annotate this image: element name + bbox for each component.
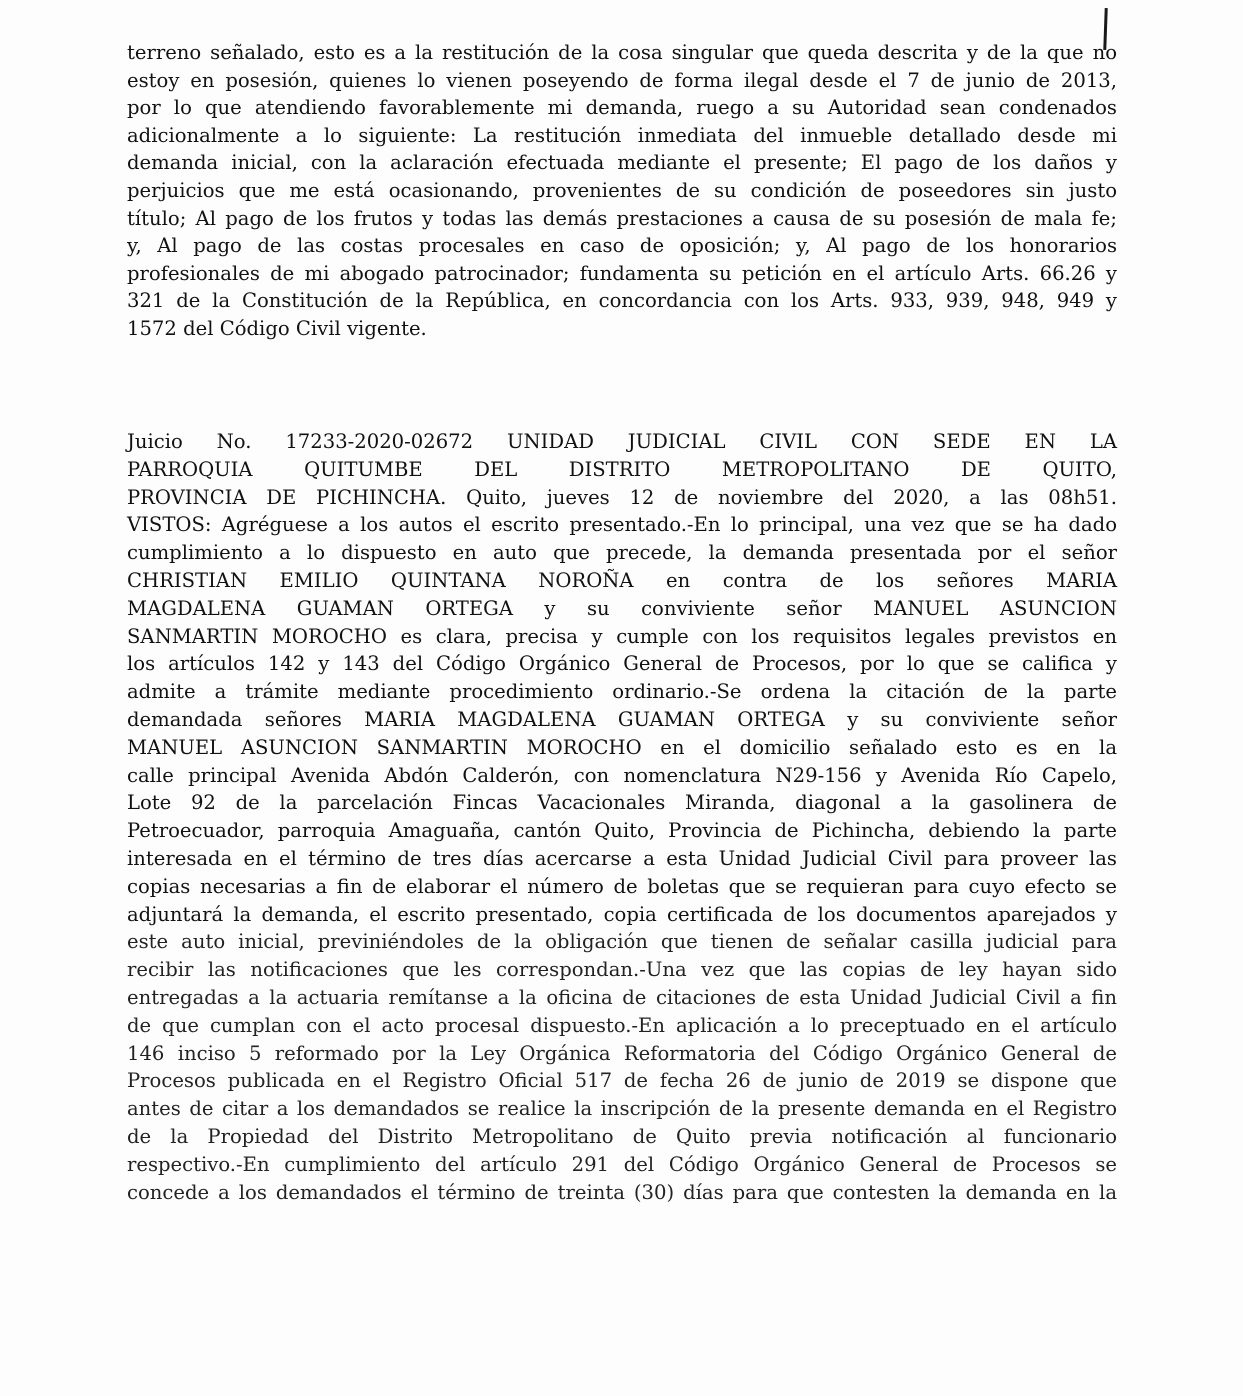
paragraph-restitution-request xyxy=(127,39,1117,343)
text-line: MAGDALENA GUAMAN ORTEGA y su conviviente señor MANUEL ASUNCION xyxy=(127,596,1117,620)
text-line: adicionalmente a lo siguiente: La restitución inmediata del inmueble detallado desde mi xyxy=(127,123,1117,147)
text-line: CHRISTIAN EMILIO QUINTANA NOROÑA en contra de los señores MARIA xyxy=(127,568,1117,592)
text-line: Petroecuador, parroquia Amaguaña, cantón Quito, Provincia de Pichincha, debiendo la parte xyxy=(127,819,1117,843)
text-line: adjuntará la demanda, el escrito presentado, copia certificada de los documentos aparejados y xyxy=(127,902,1117,926)
text-line: 146 inciso 5 reformado por la Ley Orgánica Reformatoria del Código Orgánico General de xyxy=(127,1041,1117,1065)
text-line: PARROQUIA QUITUMBE DEL DISTRITO METROPOLITANO DE QUITO, xyxy=(127,457,1117,481)
text-line: estoy en posesión, quienes lo vienen poseyendo de forma ilegal desde el 7 de junio de 2013, xyxy=(127,68,1117,92)
text-line: recibir las notificaciones que les correspondan.-Una vez que las copias de ley hayan sido xyxy=(127,958,1117,982)
text-line: SANMARTIN MOROCHO es clara, precisa y cumple con los requisitos legales previstos en xyxy=(127,624,1117,648)
text-line: de la Propiedad del Distrito Metropolitano de Quito previa notificación al funcionario xyxy=(127,1124,1117,1148)
text-line: copias necesarias a fin de elaborar el número de boletas que se requieran para cuyo efecto se xyxy=(127,874,1117,898)
text-line: los artículos 142 y 143 del Código Orgánico General de Procesos, por lo que se califica y xyxy=(127,652,1117,676)
text-line: calle principal Avenida Abdón Calderón, con nomenclatura N29-156 y Avenida Río Capelo, xyxy=(127,763,1117,787)
text-line: profesionales de mi abogado patrocinador; fundamenta su petición en el artículo Arts. 66.26 y xyxy=(127,261,1117,285)
text-line: entregadas a la actuaria remítanse a la oficina de citaciones de esta Unidad Judicial Civil a fin xyxy=(127,985,1117,1009)
text-line: demanda inicial, con la aclaración efectuada mediante el presente; El pago de los daños y xyxy=(127,151,1117,175)
text-line: admite a trámite mediante procedimiento ordinario.-Se ordena la citación de la parte xyxy=(127,680,1117,704)
paragraph-court-ruling xyxy=(127,428,1117,1206)
text-line: de que cumplan con el acto procesal dispuesto.-En aplicación a lo preceptuado en el artículo xyxy=(127,1013,1117,1037)
text-line: antes de citar a los demandados se realice la inscripción de la presente demanda en el Registro xyxy=(127,1097,1117,1121)
text-line: interesada en el término de tres días acercarse a esta Unidad Judicial Civil para proveer las xyxy=(127,846,1117,870)
text-line: 321 de la Constitución de la República, en concordancia con los Arts. 933, 939, 948, 949 y xyxy=(127,289,1117,313)
text-line: Juicio No. 17233-2020-02672 UNIDAD JUDICIAL CIVIL CON SEDE EN LA xyxy=(127,430,1117,453)
text-line: terreno señalado, esto es a la restitución de la cosa singular que queda descrita y de la que no xyxy=(127,41,1117,64)
text-line: Procesos publicada en el Registro Oficial 517 de fecha 26 de junio de 2019 se dispone que xyxy=(127,1069,1117,1093)
text-line: concede a los demandados el término de treinta (30) días para que contesten la demanda en la xyxy=(127,1180,1117,1204)
text-line: Lote 92 de la parcelación Fincas Vacacionales Miranda, diagonal a la gasolinera de xyxy=(127,791,1117,815)
text-line: este auto inicial, previniéndoles de la obligación que tienen de señalar casilla judicial para xyxy=(127,930,1117,954)
text-line: demandada señores MARIA MAGDALENA GUAMAN ORTEGA y su conviviente señor xyxy=(127,707,1117,731)
text-line: perjuicios que me está ocasionando, provenientes de su condición de poseedores sin justo xyxy=(127,178,1117,202)
text-line: cumplimiento a lo dispuesto en auto que precede, la demanda presentada por el señor xyxy=(127,541,1117,565)
text-line: 1572 del Código Civil vigente. xyxy=(127,316,427,340)
text-line: y, Al pago de las costas procesales en caso de oposición; y, Al pago de los honorarios xyxy=(127,234,1117,258)
text-line: MANUEL ASUNCION SANMARTIN MOROCHO en el domicilio señalado esto es en la xyxy=(127,735,1117,759)
text-line: respectivo.-En cumplimiento del artículo 291 del Código Orgánico General de Procesos se xyxy=(127,1152,1117,1176)
text-line: VISTOS: Agréguese a los autos el escrito presentado.-En lo principal, una vez que se ha dado xyxy=(127,513,1117,537)
text-line: PROVINCIA DE PICHINCHA. Quito, jueves 12 de noviembre del 2020, a las 08h51. xyxy=(127,485,1117,509)
text-line: título; Al pago de los frutos y todas las demás prestaciones a causa de su posesión de mala fe; xyxy=(127,206,1117,230)
text-line: por lo que atendiendo favorablemente mi demanda, ruego a su Autoridad sean condenados xyxy=(127,96,1117,120)
